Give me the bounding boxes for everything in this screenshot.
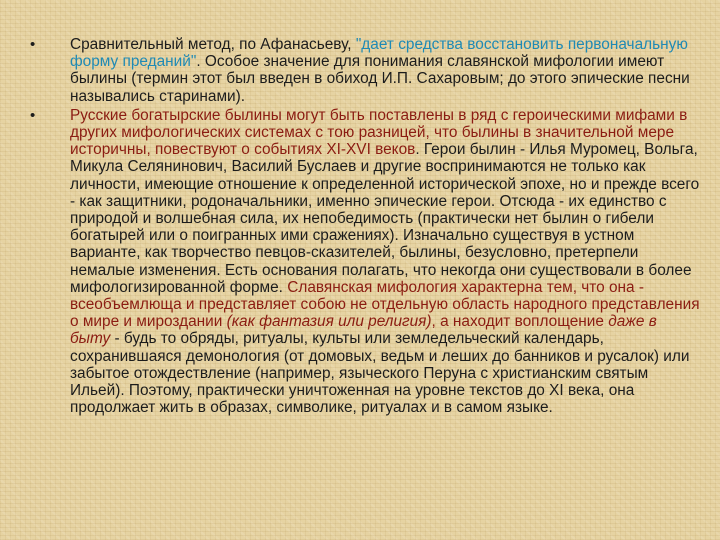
paragraph1-text-intro: Сравнительный метод, по Афанасьеву, — [70, 36, 356, 53]
paragraph1-quote: "дает средства восстановить первоначальную форму преданий" — [70, 36, 688, 71]
bullet-list — [28, 36, 700, 416]
paragraph2-text-rituals: - будь то обряды, ритуалы, культы или земледельческий календарь, сохранившаяся демонология (от домовых, ведьм и леших до банников и русалок) или забытое отождествление (например, языческого Перуна с христианским святым Ильей). Поэтому, практически уничтоженная на уровне текстов до XI века, она продолжает жить в образах, символике, ритуалах и в самом языке. — [70, 330, 690, 417]
paragraph2-mythology-text: Славянская мифология характерна тем, что она - всеобъемлюща и представляет собою не отдельную область народного представления о мире и мироздании (как фантазия или религия), а находит воплощение даже в быту — [70, 278, 700, 348]
paragraph2-highlight-byliny: Русские богатырские былины могут быть поставлены в ряд с героическими мифами в других мифологических системах с тою разницей, что былины в значительной мере историчны, повествуют о событиях XI-XVI веков — [70, 106, 688, 159]
bullet-paragraph-byliny — [28, 107, 700, 417]
paragraph2-text-heroes: . Герои былин - Илья Муромец, Вольга, Микула Селянинович, Василий Буслаев и другие воспринимаются не только как личности, имеющие отношение к определенной исторической эпохе, но и прежде всего - как защитники, родоначальники, именно эпические герои. Отсюда - их единство с природой и волшебная сила, их непобедимость (практически нет былин о гибели богатырей или о поигранных ими сражениях). Изначально существуя в устном варианте, как творчество певцов-сказителей, былины, безусловно, претерпели немалые изменения. Есть основания полагать, что некогда они существовали в более мифологизированной форме. — [70, 141, 700, 296]
bullet-marker: • — [30, 36, 36, 53]
bullet-marker: • — [30, 106, 36, 124]
bullet-paragraph-afanasiev — [28, 36, 700, 105]
paragraph1-text-rest: . Особое значение для понимания славянской мифологии имеют былины (термин этот был введен в обиход И.П. Сахаровым; до этого эпические песни назывались старинами). — [70, 53, 690, 105]
